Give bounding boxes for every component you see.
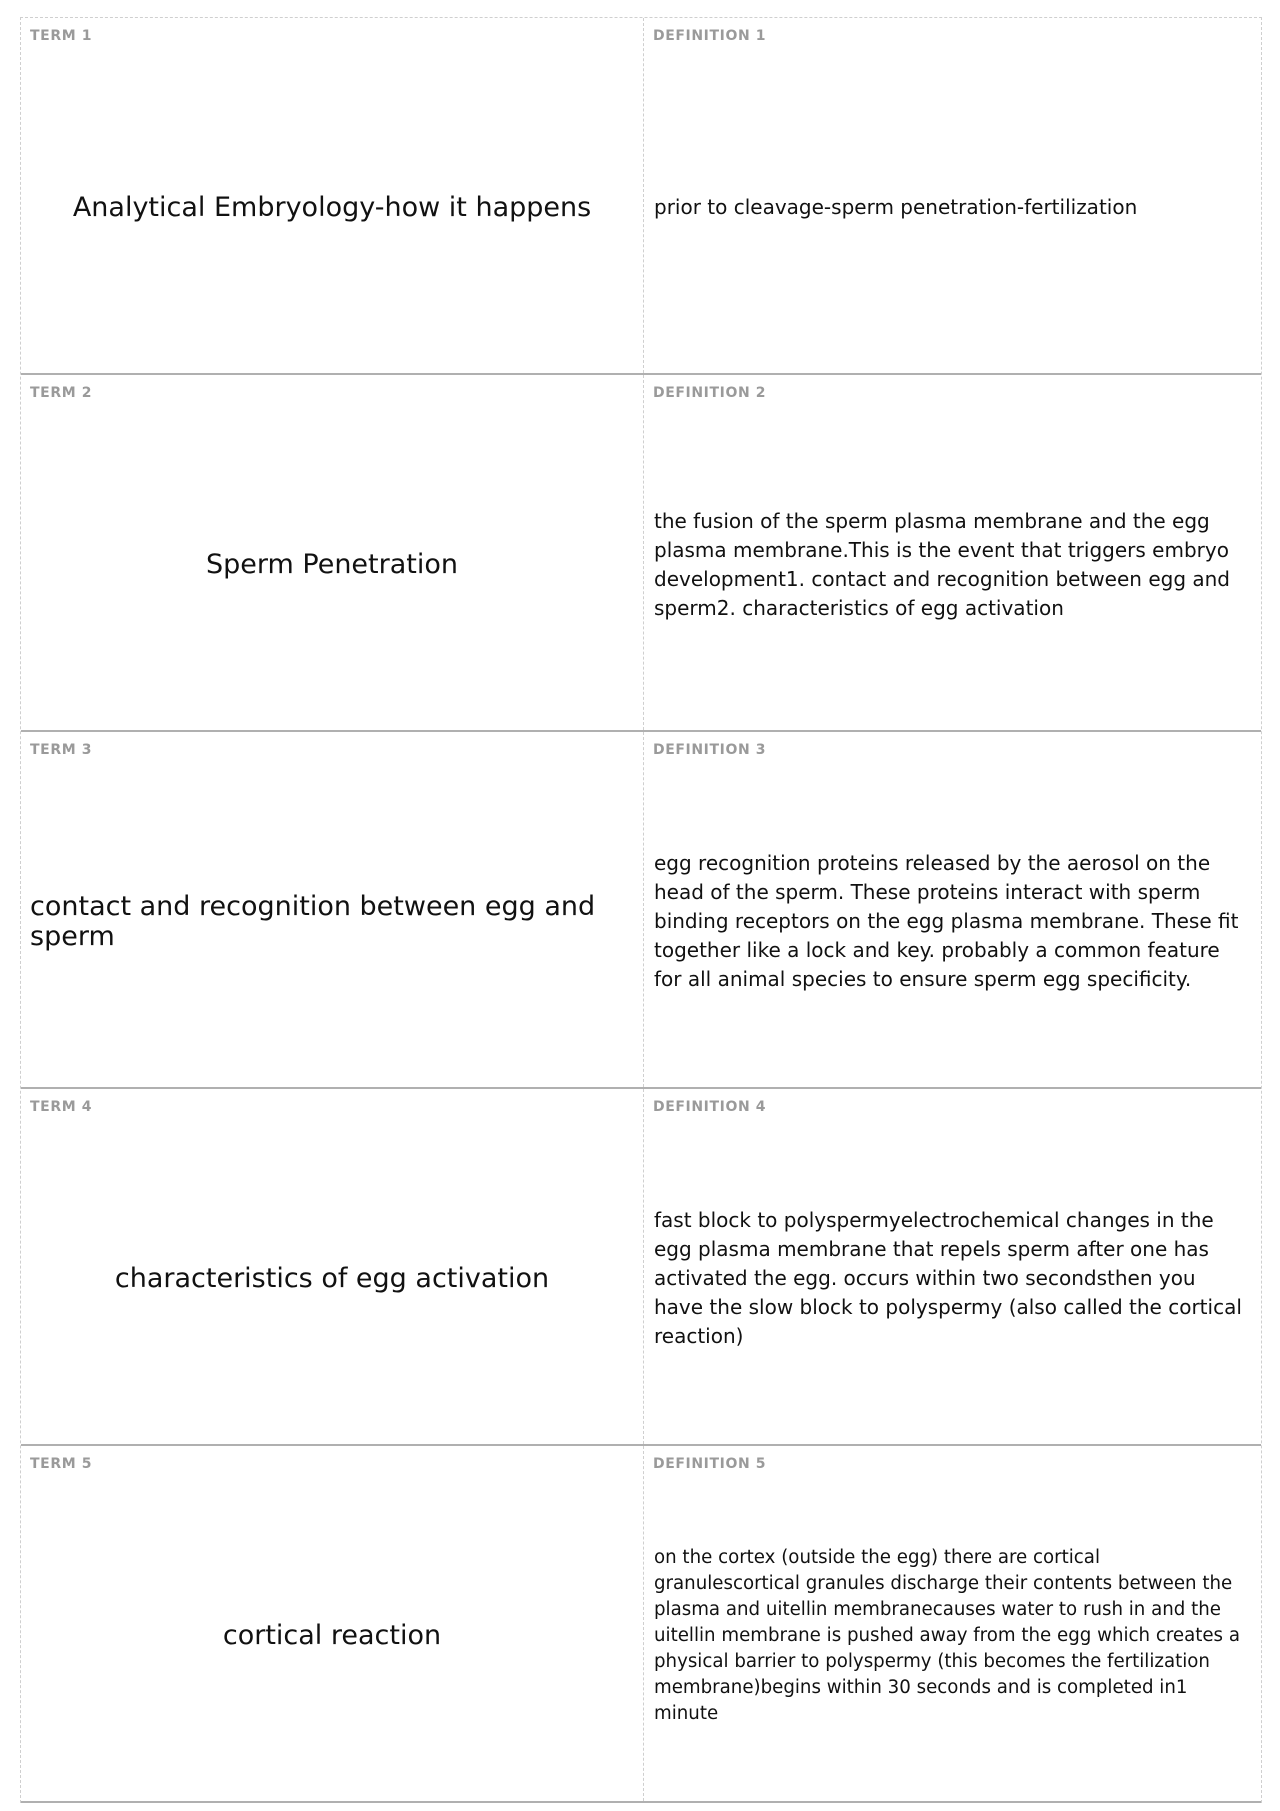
term-body [21, 52, 643, 363]
term-text: cortical reaction [222, 1619, 442, 1651]
definition-body [644, 766, 1261, 1077]
term-label: TERM 5 [30, 1456, 93, 1472]
definition-body [644, 1123, 1261, 1434]
term-cell [21, 18, 644, 373]
term-body [21, 1123, 643, 1434]
definition-text: egg recognition proteins released by the aerosol on the head of the sperm. These proteins interact with sperm binding receptors on the egg plasma membrane. These fit together like a lock and key. probably a common feature for all animal species to ensure sperm egg specificity. [654, 851, 1239, 991]
term-text: contact and recognition between egg and sperm [30, 890, 596, 952]
term-cell [21, 732, 644, 1087]
term-text: Analytical Embryology-how it happens [72, 191, 592, 223]
definition-label: DEFINITION 4 [653, 1099, 767, 1115]
definition-label: DEFINITION 5 [653, 1456, 767, 1472]
definition-body [644, 52, 1261, 363]
definition-text: the fusion of the sperm plasma membrane and the egg plasma membrane.This is the event that triggers embryo development1. contact and recognition between egg and sperm2. characteristics of egg activation [654, 508, 1230, 620]
card-row [21, 1446, 1261, 1803]
term-body [21, 766, 643, 1077]
card-row [21, 18, 1261, 375]
term-label: TERM 2 [30, 385, 93, 401]
definition-text: fast block to polyspermyelectrochemical changes in the egg plasma membrane that repels sperm after one has activated the egg. occurs within two secondsthen you have the slow block to polyspermy (also called the cortical reaction) [654, 1208, 1242, 1348]
definition-cell [644, 732, 1261, 1087]
term-cell [21, 1089, 644, 1444]
term-cell [21, 1446, 644, 1801]
definition-body [644, 409, 1261, 720]
flashcard-sheet [20, 17, 1262, 1803]
definition-cell [644, 375, 1261, 730]
term-label: TERM 1 [30, 28, 93, 44]
definition-label: DEFINITION 3 [653, 742, 767, 758]
definition-cell [644, 18, 1261, 373]
term-label: TERM 3 [30, 742, 93, 758]
definition-text: on the cortex (outside the egg) there are cortical granulescortical granules discharge their contents between the plasma and uitellin membranecauses water to rush in and the uitellin membrane is pushed away from the egg which creates a physical barrier to polyspermy (this becomes the fertilization membrane)begins within 30 seconds and is completed in1 minute [654, 1546, 1240, 1724]
definition-label: DEFINITION 1 [653, 28, 767, 44]
term-label: TERM 4 [30, 1099, 93, 1115]
term-cell [21, 375, 644, 730]
definition-label: DEFINITION 2 [653, 385, 767, 401]
definition-cell [644, 1446, 1261, 1801]
definition-cell [644, 1089, 1261, 1444]
definition-text: prior to cleavage-sperm penetration-fertilization [654, 195, 1138, 219]
term-body [21, 409, 643, 720]
card-row [21, 375, 1261, 732]
term-text: characteristics of egg activation [114, 1262, 550, 1294]
card-row [21, 1089, 1261, 1446]
term-body [21, 1480, 643, 1791]
card-row [21, 732, 1261, 1089]
term-text: Sperm Penetration [205, 548, 458, 580]
definition-body [644, 1480, 1261, 1791]
